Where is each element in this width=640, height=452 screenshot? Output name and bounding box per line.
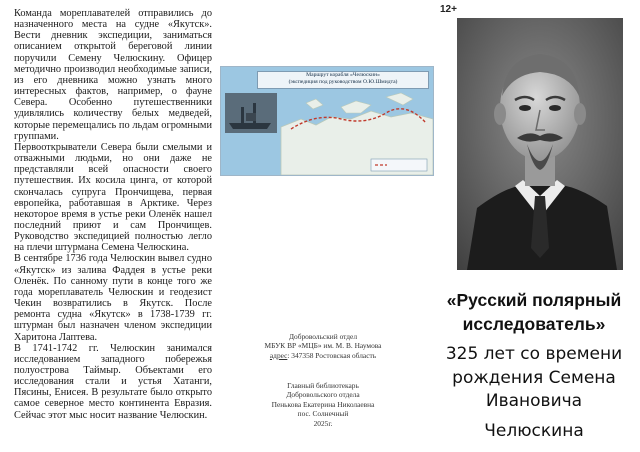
staff-dept: Добровольского отдела — [286, 390, 360, 400]
portrait-ear — [574, 103, 586, 125]
staff-place: пос. Солнечный — [297, 409, 349, 419]
portrait-neck — [525, 156, 555, 186]
subtitle-line: рождения Семена — [452, 367, 616, 388]
middle-column — [214, 0, 432, 452]
map-legend — [371, 159, 427, 171]
paragraph: В сентябре 1736 года Челюскин вывел судно «Якутск» из залива Фаддея в устье реки Оленёк. По санному пути в конце того же года мореплаватель Челюскин и геодезист Чекин возвратились в Якутск. После ремонта судна «Якутск» в 1738-1739 гг. штурман был назначен членом экспедиции Харитона Лаптева. — [14, 253, 212, 343]
paragraph: Команда мореплавателей отправились до назначенного места на судне «Якутск». Вести дневник экспедиции, заниматься описанием открытой береговой линии поручили Семену Челюскину. Офицер методично производил необходимые записи, из его дневника можно узнать много интересных фактов, например, о фауне Севера. Особенно путешественники удивлялись количеству белых медведей, которые перемещались по льдам огромными группами. — [14, 8, 212, 142]
ship-hull — [229, 123, 271, 129]
staff-role: Главный библиотекарь — [287, 381, 359, 390]
title-line: «Русский полярный — [446, 290, 622, 310]
library-info — [214, 332, 432, 360]
staff-year: 2025г. — [313, 418, 333, 428]
subtitle-line: 325 лет со времени — [445, 344, 623, 364]
ship-mast — [241, 107, 244, 123]
body-text-column — [14, 8, 212, 448]
address-label: адрес — [269, 350, 288, 360]
paragraph: В 1741-1742 гг. Челюскин занимался исследованием западного побережья полуострова Таймыр. Объектами его исследования стали и устья Хатанги, Пясины, Енисея. В результате было открыто самое северное место континента Евразия. Сейчас этот мыс носит название Челюскин. — [14, 342, 212, 421]
portrait-eye — [549, 105, 561, 111]
title-line: исследователь» — [462, 314, 606, 334]
paragraph: Первооткрыватели Севера были смелыми и отважными людьми, но они даже не представляли всей опасности своего путешествия. Их косила цинга, от которой скончалась супруга Прончищева, первая европейка, работавшая в Арктике. Через некоторое время в устье реки Оленёк нашел последний приют и сам Прончищев. Руководство экспедицией полностью легло на плечи штурмана Семена Челюскина. — [14, 141, 212, 254]
map-title — [257, 71, 429, 89]
age-rating-badge: 12+ — [440, 4, 457, 15]
portrait-photo — [457, 18, 623, 270]
library-dept: Добровольский отдел — [288, 332, 358, 341]
route-map — [220, 66, 434, 176]
ship-cabin — [246, 113, 256, 121]
booklet-subtitle — [434, 343, 634, 443]
staff-name: Пенькова Екатерина Николаевна — [271, 399, 375, 409]
address-value: : 347358 Ростовская область — [287, 350, 377, 360]
staff-info — [214, 381, 432, 428]
map-title-line: Маршрут корабля «Челюскин» — [306, 72, 380, 78]
map-title-line: (экспедиция под руководством О.Ю.Шмидта) — [288, 79, 398, 85]
library-name: МБУК ВР «МЦБ» им. М. В. Наумова — [264, 341, 382, 351]
portrait-eye — [519, 105, 531, 111]
library-address — [214, 351, 432, 360]
subtitle-line: Ивановича — [485, 391, 583, 411]
subtitle-line: Челюскина — [484, 420, 584, 441]
portrait-illustration — [457, 18, 623, 270]
portrait-ear — [494, 103, 506, 125]
booklet-title — [434, 288, 634, 336]
